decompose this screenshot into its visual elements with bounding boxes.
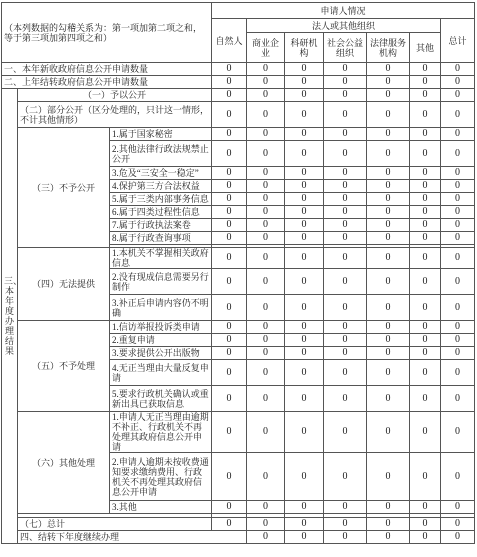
cell-value: 0 bbox=[441, 102, 475, 128]
cell-value: 0 bbox=[212, 89, 247, 102]
cell-value: 0 bbox=[212, 501, 247, 514]
row-label: 1.信访举报投诉类申请 bbox=[110, 321, 212, 334]
cell-value: 0 bbox=[212, 193, 247, 206]
cell-value: 0 bbox=[324, 167, 367, 180]
cell-value: 0 bbox=[410, 453, 441, 501]
cell-value: 0 bbox=[247, 63, 285, 76]
cell-value: 0 bbox=[410, 518, 441, 531]
cell-value: 0 bbox=[367, 180, 410, 193]
cell-value: 0 bbox=[247, 102, 285, 128]
table-row bbox=[2, 76, 475, 89]
cell-value: 0 bbox=[324, 128, 367, 141]
cell-value: 0 bbox=[247, 518, 285, 531]
cell-value: 0 bbox=[324, 206, 367, 219]
cell-value: 0 bbox=[324, 193, 367, 206]
cell-value: 0 bbox=[285, 531, 324, 544]
cell-value: 0 bbox=[212, 219, 247, 232]
cell-value: 0 bbox=[324, 141, 367, 167]
cell-value: 0 bbox=[410, 76, 441, 89]
cell-value: 0 bbox=[324, 269, 367, 295]
cell-value: 0 bbox=[410, 412, 441, 453]
row-label: 7.属于行政执法案卷 bbox=[110, 219, 212, 232]
cell-value: 0 bbox=[285, 518, 324, 531]
row-label: （二）部分公开（区分处理的，只计这一情形，不计其他情形） bbox=[18, 102, 212, 128]
row-label: 四、结转下年度继续办理 bbox=[18, 531, 247, 544]
cell-value: 0 bbox=[410, 501, 441, 514]
cell-value: 0 bbox=[367, 269, 410, 295]
row-label: （七）总计 bbox=[18, 518, 212, 531]
cell-value: 0 bbox=[247, 347, 285, 360]
cell-value: 0 bbox=[367, 248, 410, 269]
cell-value: 0 bbox=[367, 321, 410, 334]
cell-value: 0 bbox=[247, 193, 285, 206]
cell-value: 0 bbox=[367, 167, 410, 180]
row-label: 6.属于四类过程性信息 bbox=[110, 206, 212, 219]
cell-value: 0 bbox=[247, 334, 285, 347]
other-header: 其他 bbox=[410, 33, 441, 63]
row-label: 5.属于三类内部事务信息 bbox=[110, 193, 212, 206]
cell-value: 0 bbox=[324, 334, 367, 347]
cell-value: 0 bbox=[285, 193, 324, 206]
cell-value: 0 bbox=[410, 269, 441, 295]
header-row-1 bbox=[2, 3, 475, 19]
cell-value: 0 bbox=[285, 412, 324, 453]
cell-value: 0 bbox=[441, 76, 475, 89]
row-label: 1.申请人无正当理由逾期不补正、行政机关不再处理其政府信息公开申请 bbox=[110, 412, 212, 453]
cell-value: 0 bbox=[441, 219, 475, 232]
cell-value: 0 bbox=[367, 128, 410, 141]
cell-value: 0 bbox=[367, 206, 410, 219]
table-row bbox=[2, 102, 475, 128]
cell-value: 0 bbox=[247, 360, 285, 386]
cell-value: 0 bbox=[367, 334, 410, 347]
cell-value: 0 bbox=[285, 501, 324, 514]
cell-value: 0 bbox=[212, 321, 247, 334]
cell-value: 0 bbox=[441, 360, 475, 386]
cell-value: 0 bbox=[285, 76, 324, 89]
cell-value: 0 bbox=[247, 295, 285, 321]
group-3-label: （三）不予公开 bbox=[18, 128, 110, 248]
cell-value: 0 bbox=[324, 295, 367, 321]
cell-value: 0 bbox=[212, 63, 247, 76]
cell-value: 0 bbox=[212, 248, 247, 269]
group-5-label: （五）不予处理 bbox=[18, 321, 110, 412]
cell-value: 0 bbox=[410, 347, 441, 360]
cell-value: 0 bbox=[324, 386, 367, 412]
cell-value: 0 bbox=[324, 89, 367, 102]
cell-value: 0 bbox=[367, 295, 410, 321]
cell-value: 0 bbox=[285, 128, 324, 141]
cell-value: 0 bbox=[441, 180, 475, 193]
cell-value: 0 bbox=[247, 501, 285, 514]
row-label: 5.要求行政机关确认或重新出具已获取信息 bbox=[110, 386, 212, 412]
cell-value: 0 bbox=[441, 518, 475, 531]
cell-value: 0 bbox=[441, 453, 475, 501]
cell-value: 0 bbox=[324, 360, 367, 386]
cell-value: 0 bbox=[212, 102, 247, 128]
cell-value: 0 bbox=[285, 269, 324, 295]
cell-value: 0 bbox=[441, 206, 475, 219]
cell-value: 0 bbox=[285, 232, 324, 245]
cell-value: 0 bbox=[410, 141, 441, 167]
cell-value: 0 bbox=[410, 232, 441, 245]
cell-value: 0 bbox=[247, 531, 285, 544]
cell-value: 0 bbox=[410, 167, 441, 180]
cell-value: 0 bbox=[410, 180, 441, 193]
cell-value: 0 bbox=[367, 102, 410, 128]
cell-value: 0 bbox=[247, 232, 285, 245]
cell-value: 0 bbox=[441, 334, 475, 347]
cell-value: 0 bbox=[410, 219, 441, 232]
research-header: 科研机构 bbox=[285, 33, 324, 63]
cell-value: 0 bbox=[441, 501, 475, 514]
cell-value: 0 bbox=[441, 128, 475, 141]
cell-value: 0 bbox=[367, 453, 410, 501]
row-label: 1.本机关不掌握相关政府信息 bbox=[110, 248, 212, 269]
cell-value: 0 bbox=[212, 518, 247, 531]
cell-value: 0 bbox=[285, 347, 324, 360]
total-header: 总计 bbox=[441, 19, 475, 63]
cell-value: 0 bbox=[441, 232, 475, 245]
cell-value: 0 bbox=[285, 386, 324, 412]
cell-value: 0 bbox=[247, 180, 285, 193]
cell-value: 0 bbox=[367, 386, 410, 412]
cell-value: 0 bbox=[441, 63, 475, 76]
cell-value: 0 bbox=[285, 360, 324, 386]
natural-person-header: 自然人 bbox=[212, 19, 247, 63]
group-4-label: （四）无法提供 bbox=[18, 248, 110, 321]
cell-value: 0 bbox=[367, 412, 410, 453]
cell-value: 0 bbox=[212, 206, 247, 219]
cell-value: 0 bbox=[285, 167, 324, 180]
table-row bbox=[2, 412, 475, 453]
cell-value: 0 bbox=[367, 76, 410, 89]
cell-value: 0 bbox=[247, 386, 285, 412]
cell-value: 0 bbox=[367, 141, 410, 167]
cell-value: 0 bbox=[285, 334, 324, 347]
applicant-header: 申请人情况 bbox=[212, 3, 475, 19]
section-3-label: 三、本年度办理结果 bbox=[2, 89, 18, 544]
cell-value: 0 bbox=[212, 412, 247, 453]
cell-value: 0 bbox=[212, 295, 247, 321]
cell-value: 0 bbox=[324, 219, 367, 232]
cell-value: 0 bbox=[324, 531, 367, 544]
cell-value: 0 bbox=[367, 347, 410, 360]
row-label: 3.要求提供公开出版物 bbox=[110, 347, 212, 360]
cell-value: 0 bbox=[367, 360, 410, 386]
cell-value: 0 bbox=[285, 295, 324, 321]
cell-value: 0 bbox=[285, 63, 324, 76]
cell-value: 0 bbox=[324, 321, 367, 334]
cell-value: 0 bbox=[285, 453, 324, 501]
cell-value: 0 bbox=[285, 102, 324, 128]
cell-value: 0 bbox=[212, 347, 247, 360]
row-label: 2.重复申请 bbox=[110, 334, 212, 347]
cell-value: 0 bbox=[441, 141, 475, 167]
cell-value: 0 bbox=[410, 360, 441, 386]
cell-value: 0 bbox=[324, 63, 367, 76]
cell-value: 0 bbox=[212, 76, 247, 89]
cell-value: 0 bbox=[410, 63, 441, 76]
cell-value: 0 bbox=[410, 295, 441, 321]
gov-info-disclosure-table bbox=[1, 2, 475, 544]
cell-value: 0 bbox=[441, 295, 475, 321]
table-row bbox=[2, 128, 475, 141]
cell-value: 0 bbox=[441, 248, 475, 269]
cell-value: 0 bbox=[324, 501, 367, 514]
cell-value: 0 bbox=[212, 167, 247, 180]
cell-value: 0 bbox=[367, 518, 410, 531]
cell-value: 0 bbox=[285, 206, 324, 219]
group-6-label: （六）其他处理 bbox=[18, 412, 110, 514]
row-label: （一）予以公开 bbox=[18, 89, 212, 102]
cell-value: 0 bbox=[247, 89, 285, 102]
cell-value: 0 bbox=[324, 412, 367, 453]
cell-value: 0 bbox=[212, 360, 247, 386]
cell-value: 0 bbox=[247, 76, 285, 89]
table-row bbox=[2, 321, 475, 334]
header-note: （本列数据的勾稽关系为：第一项加第二项之和，等于第三项加第四项之和） bbox=[2, 3, 212, 63]
cell-value: 0 bbox=[212, 386, 247, 412]
cell-value: 0 bbox=[324, 453, 367, 501]
table-row bbox=[2, 63, 475, 76]
cell-value: 0 bbox=[212, 180, 247, 193]
cell-value: 0 bbox=[410, 102, 441, 128]
cell-value: 0 bbox=[324, 102, 367, 128]
row-label: 4.无正当理由大量反复申请 bbox=[110, 360, 212, 386]
cell-value: 0 bbox=[285, 141, 324, 167]
cell-value: 0 bbox=[441, 531, 475, 544]
cell-value: 0 bbox=[441, 347, 475, 360]
cell-value: 0 bbox=[324, 180, 367, 193]
cell-value: 0 bbox=[247, 206, 285, 219]
cell-value: 0 bbox=[285, 89, 324, 102]
table-row bbox=[2, 248, 475, 269]
row-label: 3.其他 bbox=[110, 501, 212, 514]
cell-value: 0 bbox=[367, 531, 410, 544]
row-label: 8.属于行政查询事项 bbox=[110, 232, 212, 245]
cell-value: 0 bbox=[410, 206, 441, 219]
cell-value: 0 bbox=[410, 386, 441, 412]
row-label: 1.属于国家秘密 bbox=[110, 128, 212, 141]
cell-value: 0 bbox=[441, 412, 475, 453]
cell-value: 0 bbox=[441, 193, 475, 206]
cell-value: 0 bbox=[247, 453, 285, 501]
cell-value: 0 bbox=[285, 180, 324, 193]
cell-value: 0 bbox=[410, 193, 441, 206]
cell-value: 0 bbox=[212, 141, 247, 167]
table-row bbox=[2, 89, 475, 102]
table-row bbox=[2, 518, 475, 531]
cell-value: 0 bbox=[441, 167, 475, 180]
cell-value: 0 bbox=[247, 141, 285, 167]
row-label: 二、上年结转政府信息公开申请数量 bbox=[2, 76, 212, 89]
cell-value: 0 bbox=[212, 334, 247, 347]
row-label: 3.补正后申请内容仍不明确 bbox=[110, 295, 212, 321]
cell-value: 0 bbox=[247, 412, 285, 453]
cell-value: 0 bbox=[285, 219, 324, 232]
cell-value: 0 bbox=[324, 347, 367, 360]
cell-value: 0 bbox=[247, 269, 285, 295]
cell-value: 0 bbox=[441, 321, 475, 334]
cell-value: 0 bbox=[247, 321, 285, 334]
row-label: 2.没有现成信息需要另行制作 bbox=[110, 269, 212, 295]
legal-group-header: 法人或其他组织 bbox=[247, 19, 441, 33]
cell-value: 0 bbox=[410, 334, 441, 347]
cell-value: 0 bbox=[367, 89, 410, 102]
social-header: 社会公益组织 bbox=[324, 33, 367, 63]
cell-value: 0 bbox=[247, 167, 285, 180]
cell-value: 0 bbox=[367, 63, 410, 76]
cell-value: 0 bbox=[410, 248, 441, 269]
cell-value: 0 bbox=[247, 248, 285, 269]
cell-value: 0 bbox=[212, 232, 247, 245]
cell-value: 0 bbox=[367, 501, 410, 514]
row-label: 3.危及“三安全一稳定” bbox=[110, 167, 212, 180]
cell-value: 0 bbox=[410, 89, 441, 102]
cell-value: 0 bbox=[367, 232, 410, 245]
commercial-header: 商业企业 bbox=[247, 33, 285, 63]
cell-value: 0 bbox=[247, 219, 285, 232]
row-label: 4.保护第三方合法权益 bbox=[110, 180, 212, 193]
cell-value: 0 bbox=[410, 128, 441, 141]
cell-value: 0 bbox=[367, 193, 410, 206]
cell-value: 0 bbox=[324, 248, 367, 269]
cell-value: 0 bbox=[212, 128, 247, 141]
cell-value: 0 bbox=[324, 76, 367, 89]
cell-value: 0 bbox=[441, 89, 475, 102]
cell-value: 0 bbox=[247, 128, 285, 141]
cell-value: 0 bbox=[441, 386, 475, 412]
cell-value: 0 bbox=[324, 232, 367, 245]
cell-value: 0 bbox=[285, 248, 324, 269]
cell-value: 0 bbox=[324, 518, 367, 531]
cell-value: 0 bbox=[212, 453, 247, 501]
legal-service-header: 法律服务机构 bbox=[367, 33, 410, 63]
cell-value: 0 bbox=[367, 219, 410, 232]
cell-value: 0 bbox=[285, 321, 324, 334]
cell-value: 0 bbox=[410, 531, 441, 544]
cell-value: 0 bbox=[441, 269, 475, 295]
row-label: 2.其他法律行政法规禁止公开 bbox=[110, 141, 212, 167]
table-row bbox=[2, 531, 475, 544]
row-label: 一、本年新收政府信息公开申请数量 bbox=[2, 63, 212, 76]
cell-value: 0 bbox=[410, 321, 441, 334]
cell-value: 0 bbox=[212, 269, 247, 295]
row-label: 2.申请人逾期未按收费通知要求缴纳费用、行政机关不再处理其政府信息公开申请 bbox=[110, 453, 212, 501]
